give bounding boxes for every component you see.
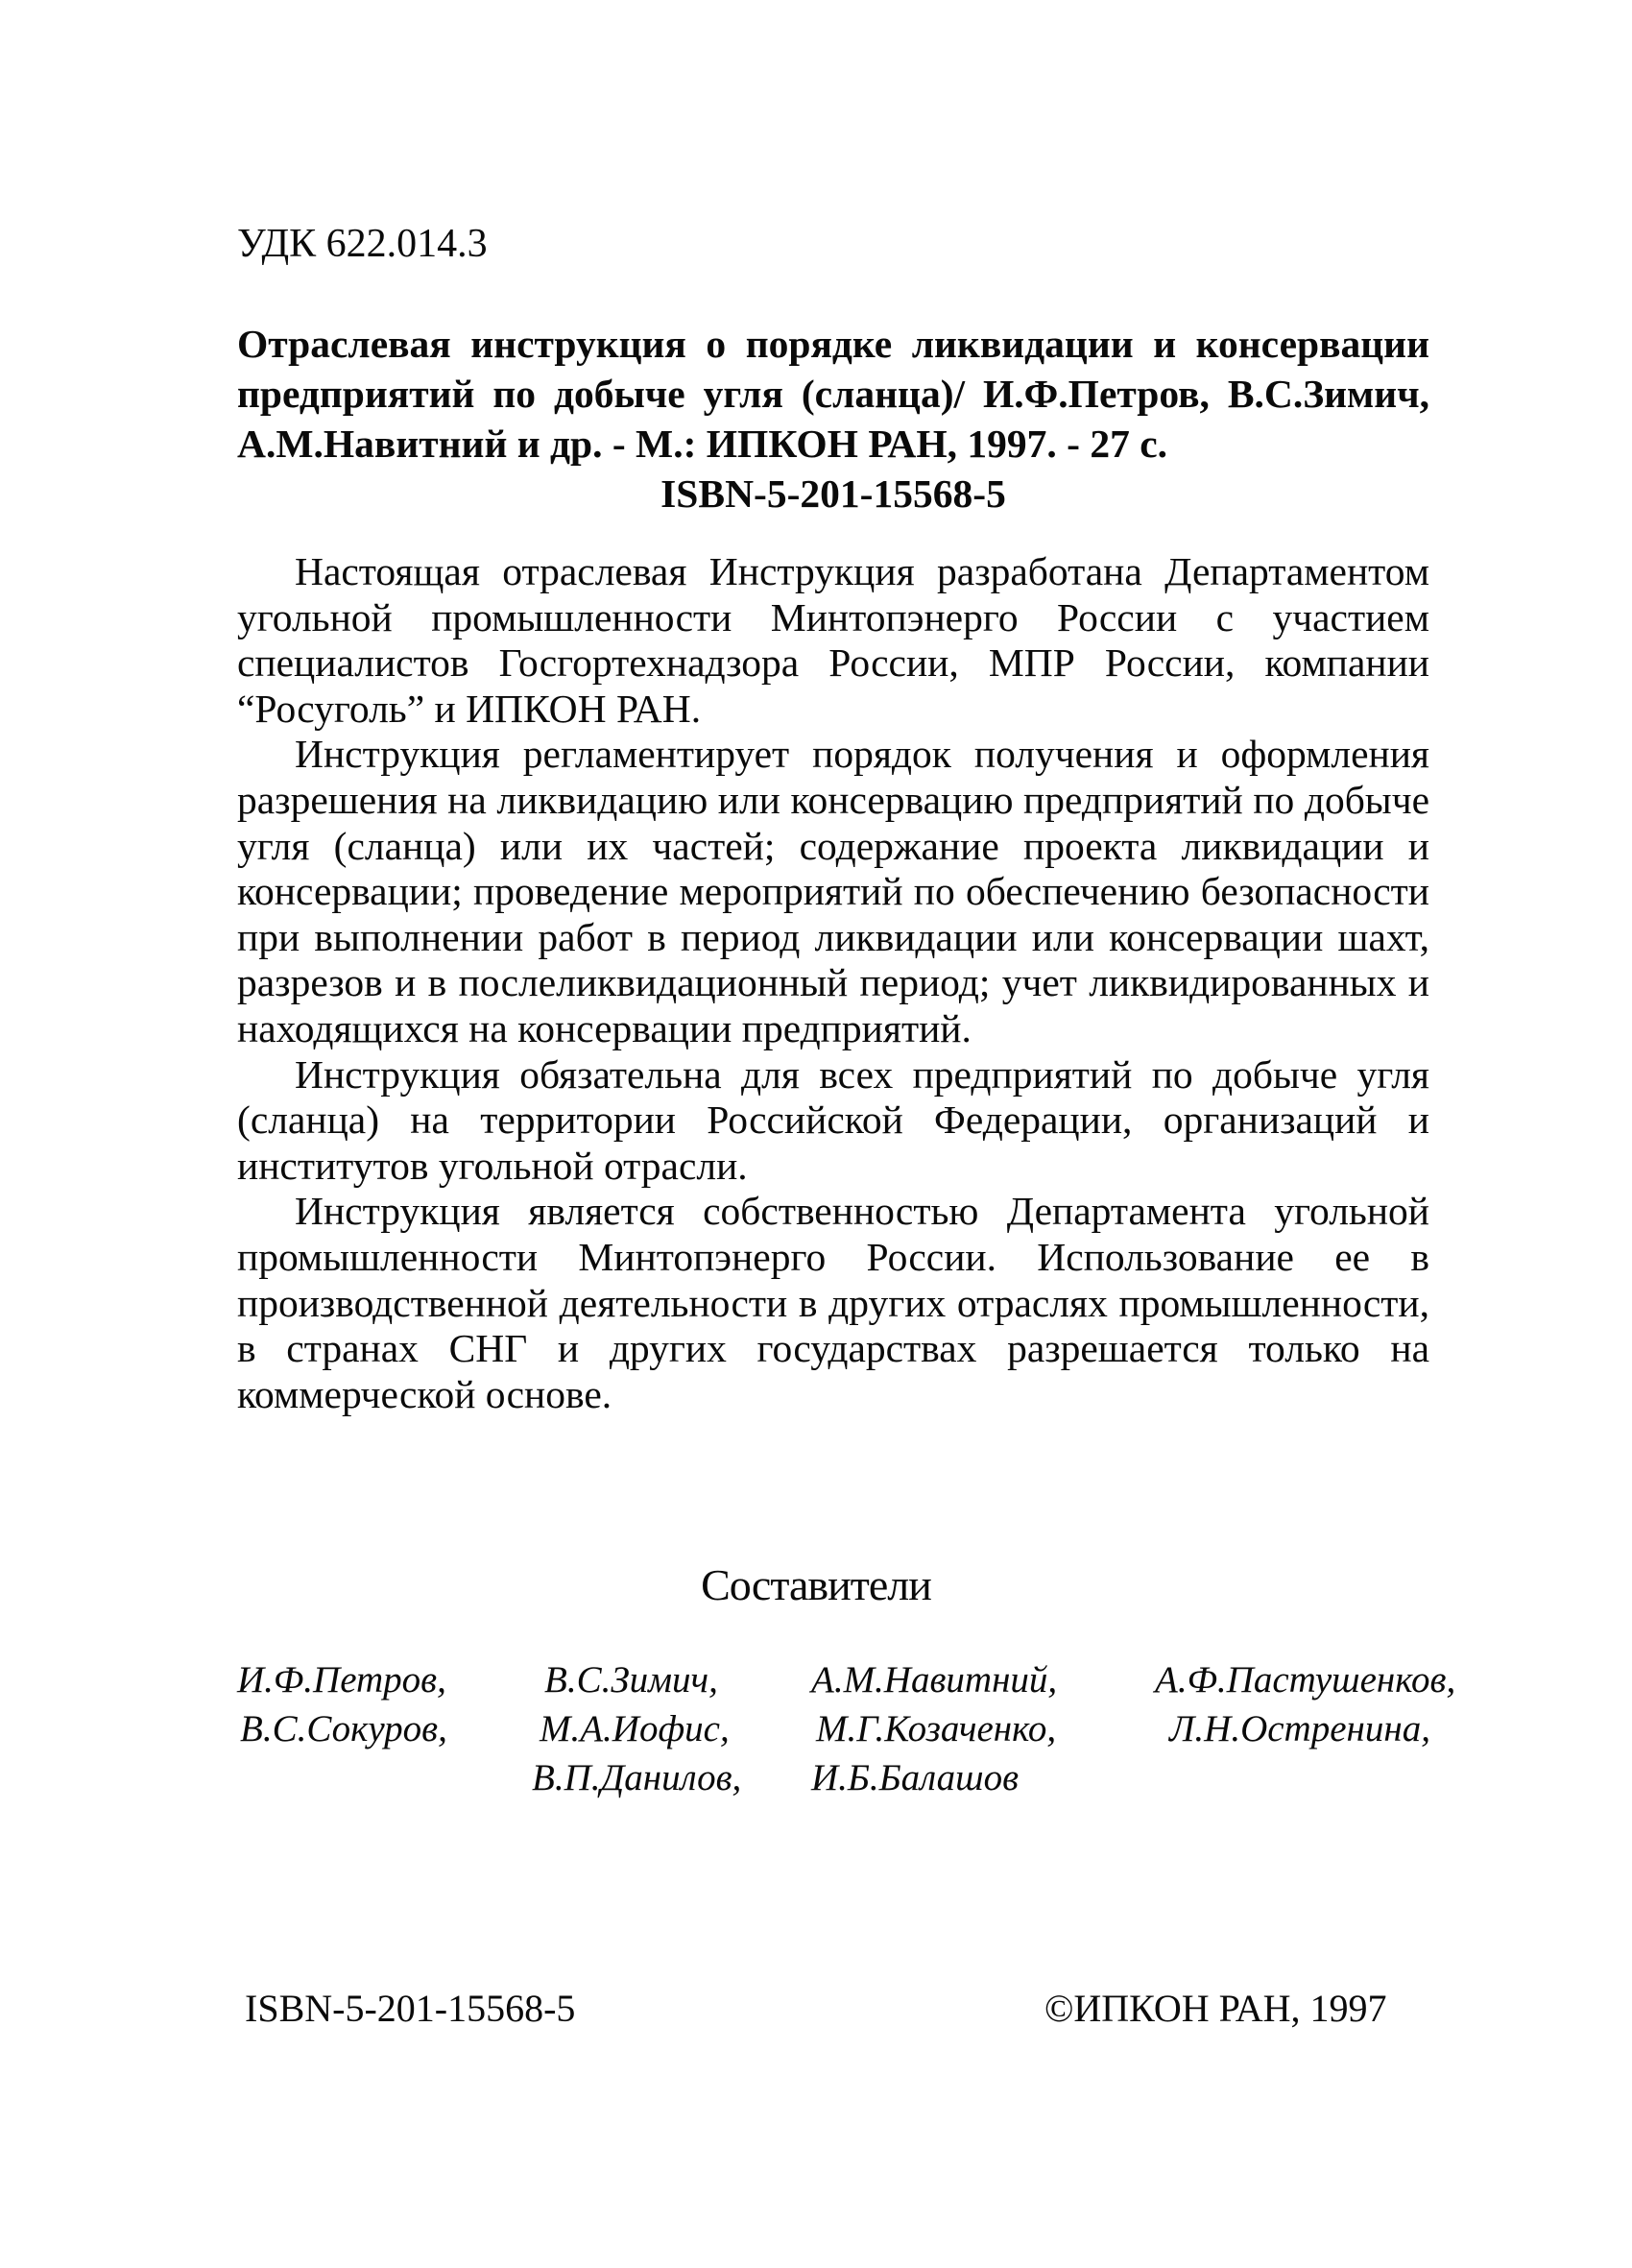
biblio-line-2: предприятий по добыче угля (сланца)/ И.Ф.Петров, В.С.Зимич, — [237, 372, 1429, 416]
paragraph: Настоящая отраслевая Инструкция разработана Департаментом угольной промышленности Минтопэнерго России с участием специалистов Госгортехнадзора России, МПР России, компании “Росуголь” и ИПКОН РАН. — [237, 549, 1429, 731]
biblio-line-1: Отраслевая инструкция о порядке ликвидации и консервации — [237, 322, 1429, 366]
compiler-name: И.Б.Балашов — [811, 1757, 1020, 1798]
paragraph: Инструкция обязательна для всех предприятий по добыче угля (сланца) на территории Российской Федерации, организаций и институтов угольной отрасли. — [237, 1051, 1429, 1188]
compiler-name: И.Ф.Петров, — [237, 1659, 446, 1701]
compiler-name: Л.Н.Остренина, — [1169, 1708, 1430, 1749]
biblio-line-3: А.М.Навитний и др. - М.: ИПКОН РАН, 1997. - 27 с. — [237, 422, 1167, 466]
compiler-name: В.П.Данилов, — [532, 1757, 742, 1798]
compiler-name: В.С.Сокуров, — [240, 1708, 447, 1749]
compiler-name: А.Ф.Пастушенков, — [1155, 1659, 1456, 1701]
paragraph: Инструкция регламентирует порядок получения и оформления разрешения на ликвидацию или консервацию предприятий по добыче угля (сланца) или их частей; содержание проекта ликвидации и консервации; проведение мероприятий по обеспечению безопасности при выполнении работ в период ликвидации или консервации шахт, разрезов и в послеликвидационный период; учет ликвидированных и находящихся на консервации предприятий. — [237, 732, 1429, 1050]
biblio-isbn: ISBN-5-201-15568-5 — [660, 471, 1006, 516]
annotation-text — [237, 549, 1429, 1417]
compiler-name: А.М.Навитний, — [811, 1659, 1058, 1701]
compiler-name: В.С.Зимич, — [544, 1659, 718, 1701]
compiler-name: М.Г.Козаченко, — [816, 1708, 1057, 1749]
compilers-heading: Составители — [701, 1560, 931, 1609]
udk-code: УДК 622.014.3 — [237, 222, 488, 266]
bibliographic-record — [237, 319, 1429, 519]
copyright: ©ИПКОН РАН, 1997 — [1044, 1987, 1387, 2030]
footer-isbn: ISBN-5-201-15568-5 — [245, 1987, 576, 2030]
paragraph: Инструкция является собственностью Департамента угольной промышленности Минтопэнерго России. Использование ее в производственной деятельности в других отраслях промышленности, в странах СНГ и других государствах разрешается только на коммерческой основе. — [237, 1189, 1429, 1416]
compiler-name: М.А.Иофис, — [540, 1708, 730, 1749]
